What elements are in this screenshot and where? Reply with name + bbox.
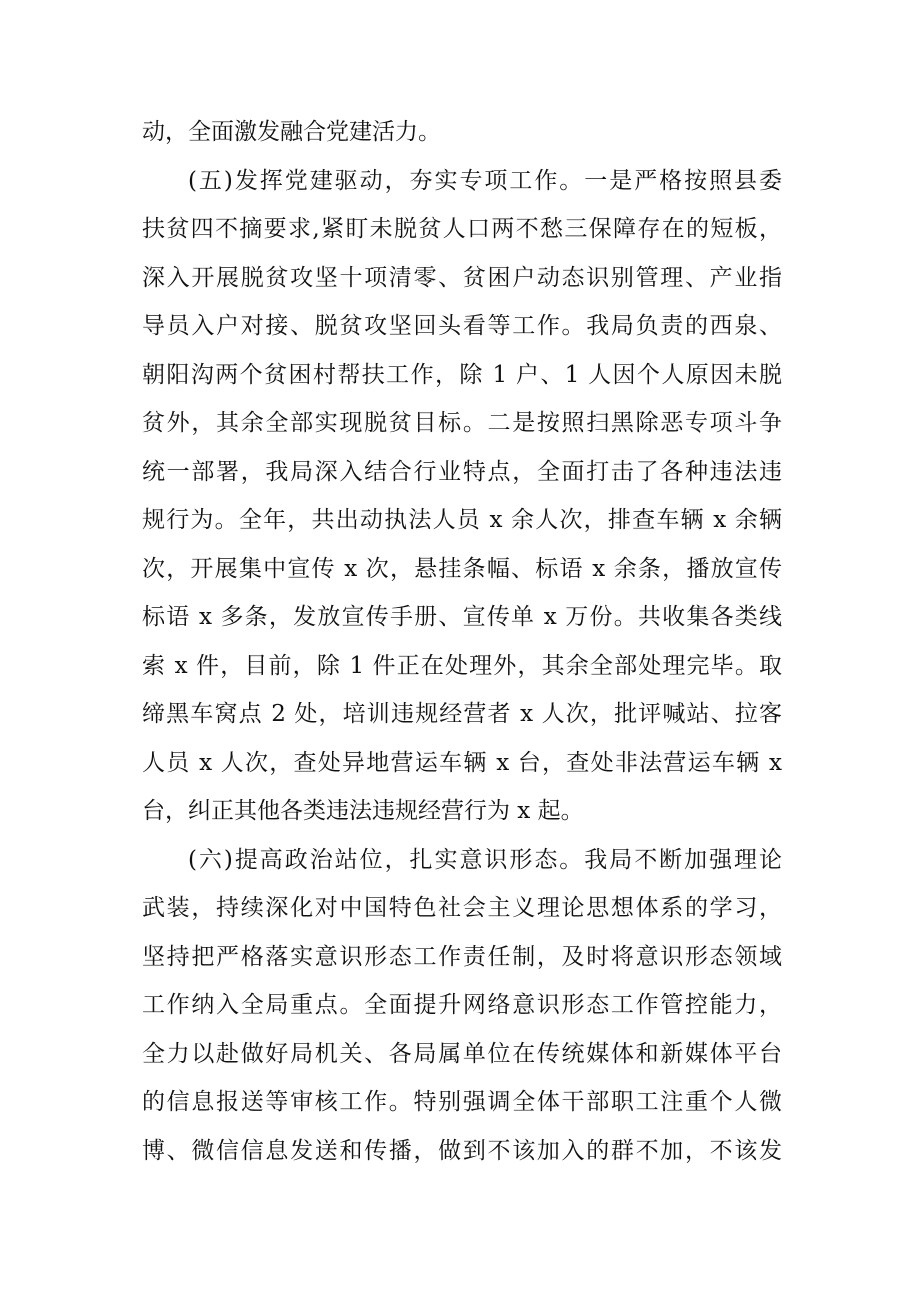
paragraph-line: (五)发挥党建驱动，夯实专项工作。一是严格按照县委 [188, 167, 782, 194]
paragraph-line: 标语 x 多条，发放宣传手册、宣传单 x 万份。共收集各类线 [142, 604, 782, 630]
paragraph-line: 缔黑车窝点 2 处，培训违规经营者 x 人次，批评喊站、拉客 [142, 701, 782, 727]
paragraph-line: 导员入户对接、脱贫攻坚回头看等工作。我局负责的西泉、 [142, 313, 782, 339]
paragraph-line: 扶贫四不摘要求,紧盯未脱贫人口两不愁三保障存在的短板， [142, 216, 782, 242]
paragraph-line: 索 x 件，目前，除 1 件正在处理外，其余全部处理完毕。取 [142, 652, 782, 679]
paragraph-line: 人员 x 人次，查处异地营运车辆 x 台，查处非法营运车辆 x [142, 749, 782, 776]
document-body [142, 108, 782, 1175]
paragraph-line: 武装，持续深化对中国特色社会主义理论思想体系的学习， [142, 895, 782, 921]
paragraph-line: 台，纠正其他各类违法违规经营行为 x 起。 [142, 798, 584, 824]
paragraph-line: 博、微信信息发送和传播，做到不该加入的群不加，不该发 [142, 1137, 782, 1164]
paragraph-line: 动，全面激发融合党建活力。 [142, 119, 441, 145]
paragraph-line: 规行为。全年，共出动执法人员 x 余人次，排查车辆 x 余辆 [142, 507, 782, 533]
paragraph-line: 深入开展脱贫攻坚十项清零、贫困户动态识别管理、产业指 [142, 264, 782, 291]
paragraph-line: (六)提高政治站位，扎实意识形态。我局不断加强理论 [188, 846, 782, 873]
paragraph-line: 坚持把严格落实意识形态工作责任制，及时将意识形态领域 [142, 943, 782, 970]
paragraph-line: 统一部署，我局深入结合行业特点，全面打击了各种违法违 [142, 458, 782, 485]
paragraph-line: 贫外，其余全部实现脱贫目标。二是按照扫黑除恶专项斗争 [142, 410, 782, 436]
paragraph-line: 次，开展集中宣传 x 次，悬挂条幅、标语 x 余条，播放宣传 [142, 555, 782, 582]
paragraph-line: 朝阳沟两个贫困村帮扶工作，除 1 户、1 人因个人原因未脱 [142, 361, 782, 388]
paragraph-line: 的信息报送等审核工作。特别强调全体干部职工注重个人微 [142, 1089, 782, 1115]
paragraph-line: 全力以赴做好局机关、各局属单位在传统媒体和新媒体平台 [142, 1040, 782, 1067]
paragraph-line: 工作纳入全局重点。全面提升网络意识形态工作管控能力， [142, 992, 782, 1018]
